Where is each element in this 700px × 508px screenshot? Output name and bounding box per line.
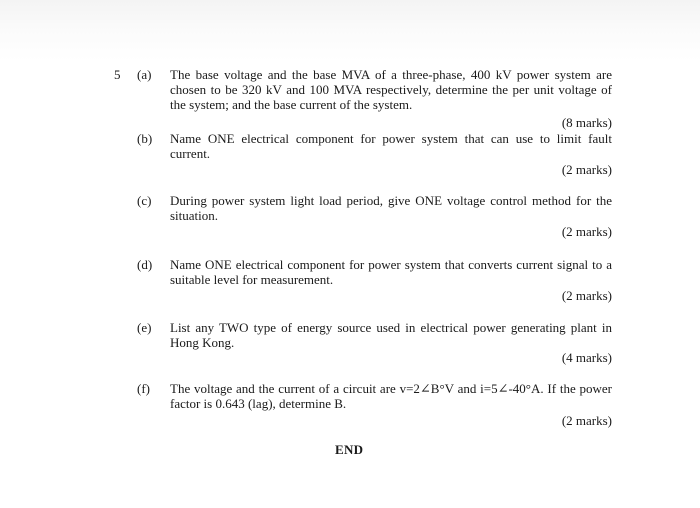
- part-text: The base voltage and the base MVA of a three-phase, 400 kV power system are chosen to be 320 kV and 100 MVA respectively, determine the per unit voltage of the system; and the base current of the system.: [170, 67, 612, 112]
- part-text: Name ONE electrical component for power system that can use to limit fault current.: [170, 131, 612, 161]
- marks-label: (2 marks): [561, 413, 612, 428]
- part-text: Name ONE electrical component for power system that converts current signal to a suitable level for measurement.: [170, 257, 612, 287]
- part-label: (d): [137, 257, 153, 272]
- part-label: (c): [137, 193, 152, 208]
- part-label: (e): [137, 320, 152, 335]
- marks-label: (2 marks): [561, 224, 612, 239]
- part-label: (f): [137, 381, 150, 396]
- part-text: List any TWO type of energy source used in electrical power generating plant in Hong Kong.: [170, 320, 612, 350]
- marks-label: (2 marks): [561, 162, 612, 177]
- marks-label: (8 marks): [561, 115, 612, 130]
- question-number: 5: [114, 67, 121, 82]
- end-label: END: [335, 442, 364, 457]
- part-label: (b): [137, 131, 153, 146]
- part-label: (a): [137, 67, 152, 82]
- part-text: The voltage and the current of a circuit are v=2∠B°V and i=5∠-40°A. If the power factor is 0.643 (lag), determine B.: [170, 381, 612, 411]
- marks-label: (2 marks): [561, 288, 612, 303]
- part-text: During power system light load period, give ONE voltage control method for the situation.: [170, 193, 612, 223]
- marks-label: (4 marks): [561, 350, 612, 365]
